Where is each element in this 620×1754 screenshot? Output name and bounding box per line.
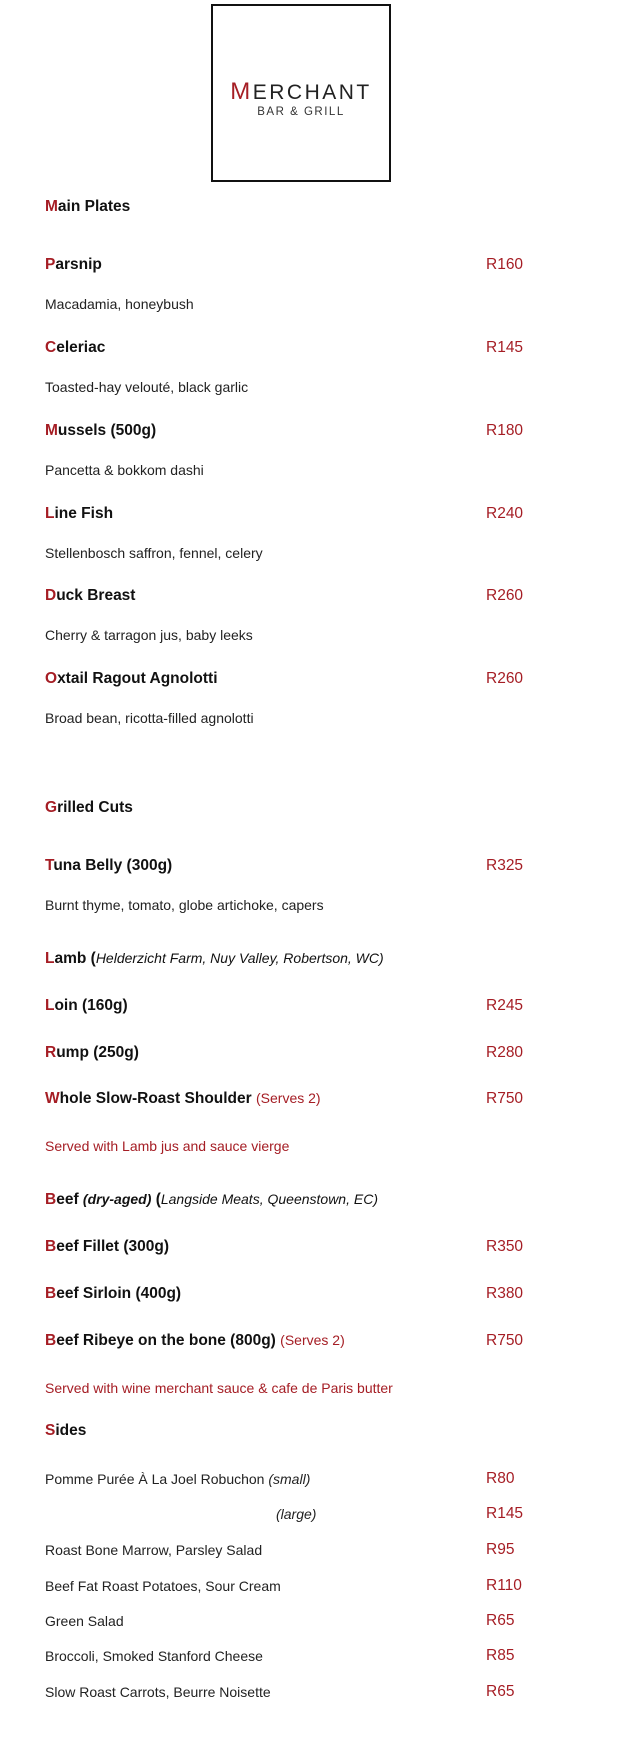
sides-heading [45,1422,565,1440]
dish-description: Cherry & tarragon jus, baby leeks [45,627,253,643]
dish-description: Burnt thyme, tomato, globe artichoke, capers [45,897,324,913]
dish-price: R240 [486,505,524,522]
initial-letter: B [45,1332,57,1349]
text-span: uck Breast [56,587,136,604]
text-span: (small) [268,1471,311,1487]
serving-note: Served with wine merchant sauce & cafe de Paris butter [45,1380,393,1396]
initial-letter: O [45,670,58,687]
dish-price: R245 [486,997,524,1014]
dish-price: R260 [486,670,524,687]
text-span: hole Slow-Roast Shoulder [59,1090,252,1107]
lamb-heading [45,950,565,968]
text-span: ussels (500g) [57,422,157,439]
dish-price: R350 [486,1238,524,1255]
text-span: ides [55,1422,87,1439]
dish-price: R380 [486,1285,524,1302]
dish-description: Stellenbosch saffron, fennel, celery [45,545,263,561]
initial-letter: C [45,339,57,356]
text-span: eleriac [56,339,106,356]
side-name: Green Salad [45,1613,124,1629]
dish-description: Toasted-hay velouté, black garlic [45,379,249,395]
text-span: (Serves 2) [280,1332,345,1348]
text-span: amb ( [54,950,96,967]
initial-letter: P [45,256,56,273]
dish-price: R280 [486,1044,524,1061]
initial-letter: B [45,1238,57,1255]
text-span: Helderzicht Farm, Nuy Valley, Robertson, WC) [95,950,384,966]
text-span: ERCHANT [252,81,372,104]
text-span: una Belly (300g) [53,857,173,874]
side-price: R65 [486,1683,515,1700]
side-price: R85 [486,1647,515,1664]
side-price: R80 [486,1470,515,1487]
logo-subtitle: BAR & GRILL [257,106,345,118]
text-span: Langside Meats, Queenstown, EC) [160,1191,378,1207]
initial-letter: W [45,1090,60,1107]
initial-letter: G [45,799,58,816]
side-size-label: (large) [276,1506,317,1522]
serving-note: Served with Lamb jus and sauce vierge [45,1138,290,1154]
dish-price: R325 [486,857,524,874]
initial-letter: L [45,950,55,967]
text-span: eef Fillet (300g) [56,1238,170,1255]
dish-price: R180 [486,422,524,439]
side-name: Slow Roast Carrots, Beurre Noisette [45,1684,271,1700]
dish-price: R145 [486,339,524,356]
text-span: (dry-aged) [82,1191,152,1207]
main-plates-heading [45,198,565,216]
initial-letter: L [45,505,55,522]
side-name: Roast Bone Marrow, Parsley Salad [45,1542,263,1558]
side-price: R110 [486,1577,522,1594]
text-span: eef [56,1191,79,1208]
dish-price: R750 [486,1090,524,1107]
initial-letter: S [45,1422,56,1439]
initial-letter: L [45,997,55,1014]
initial-letter: D [45,587,57,604]
dish-price: R750 [486,1332,524,1349]
text-span: ine Fish [54,505,114,522]
text-span: eef Ribeye on the bone (800g) [56,1332,276,1349]
text-span: rilled Cuts [57,799,133,816]
dish-description: Broad bean, ricotta-filled agnolotti [45,710,254,726]
dish-price: R260 [486,587,524,604]
initial-letter: B [45,1285,57,1302]
side-name: Beef Fat Roast Potatoes, Sour Cream [45,1578,281,1594]
dish-price: R160 [486,256,524,273]
merchant-logo [211,4,391,182]
dish-description: Macadamia, honeybush [45,296,194,312]
initial-letter: M [45,422,58,439]
grilled-cuts-heading [45,799,565,817]
text-span: ain Plates [57,198,131,215]
text-span: xtail Ragout Agnolotti [57,670,218,687]
logo-wordmark [213,78,389,106]
initial-letter: R [45,1044,57,1061]
text-span: oin (160g) [54,997,128,1014]
dish-description: Pancetta & bokkom dashi [45,462,204,478]
initial-letter: T [45,857,54,874]
text-span: ( [155,1191,161,1208]
text-span: (Serves 2) [256,1090,321,1106]
side-price: R95 [486,1541,515,1558]
initial-letter: M [45,198,58,215]
text-span: ump (250g) [56,1044,139,1061]
side-price: R145 [486,1505,524,1522]
side-price: R65 [486,1612,515,1629]
text-span: Pomme Purée À La Joel Robuchon [45,1471,265,1487]
text-span: M [230,78,253,105]
side-name: Broccoli, Smoked Stanford Cheese [45,1648,263,1664]
text-span: arsnip [55,256,102,273]
text-span: eef Sirloin (400g) [56,1285,182,1302]
initial-letter: B [45,1191,57,1208]
beef-heading [45,1191,565,1209]
